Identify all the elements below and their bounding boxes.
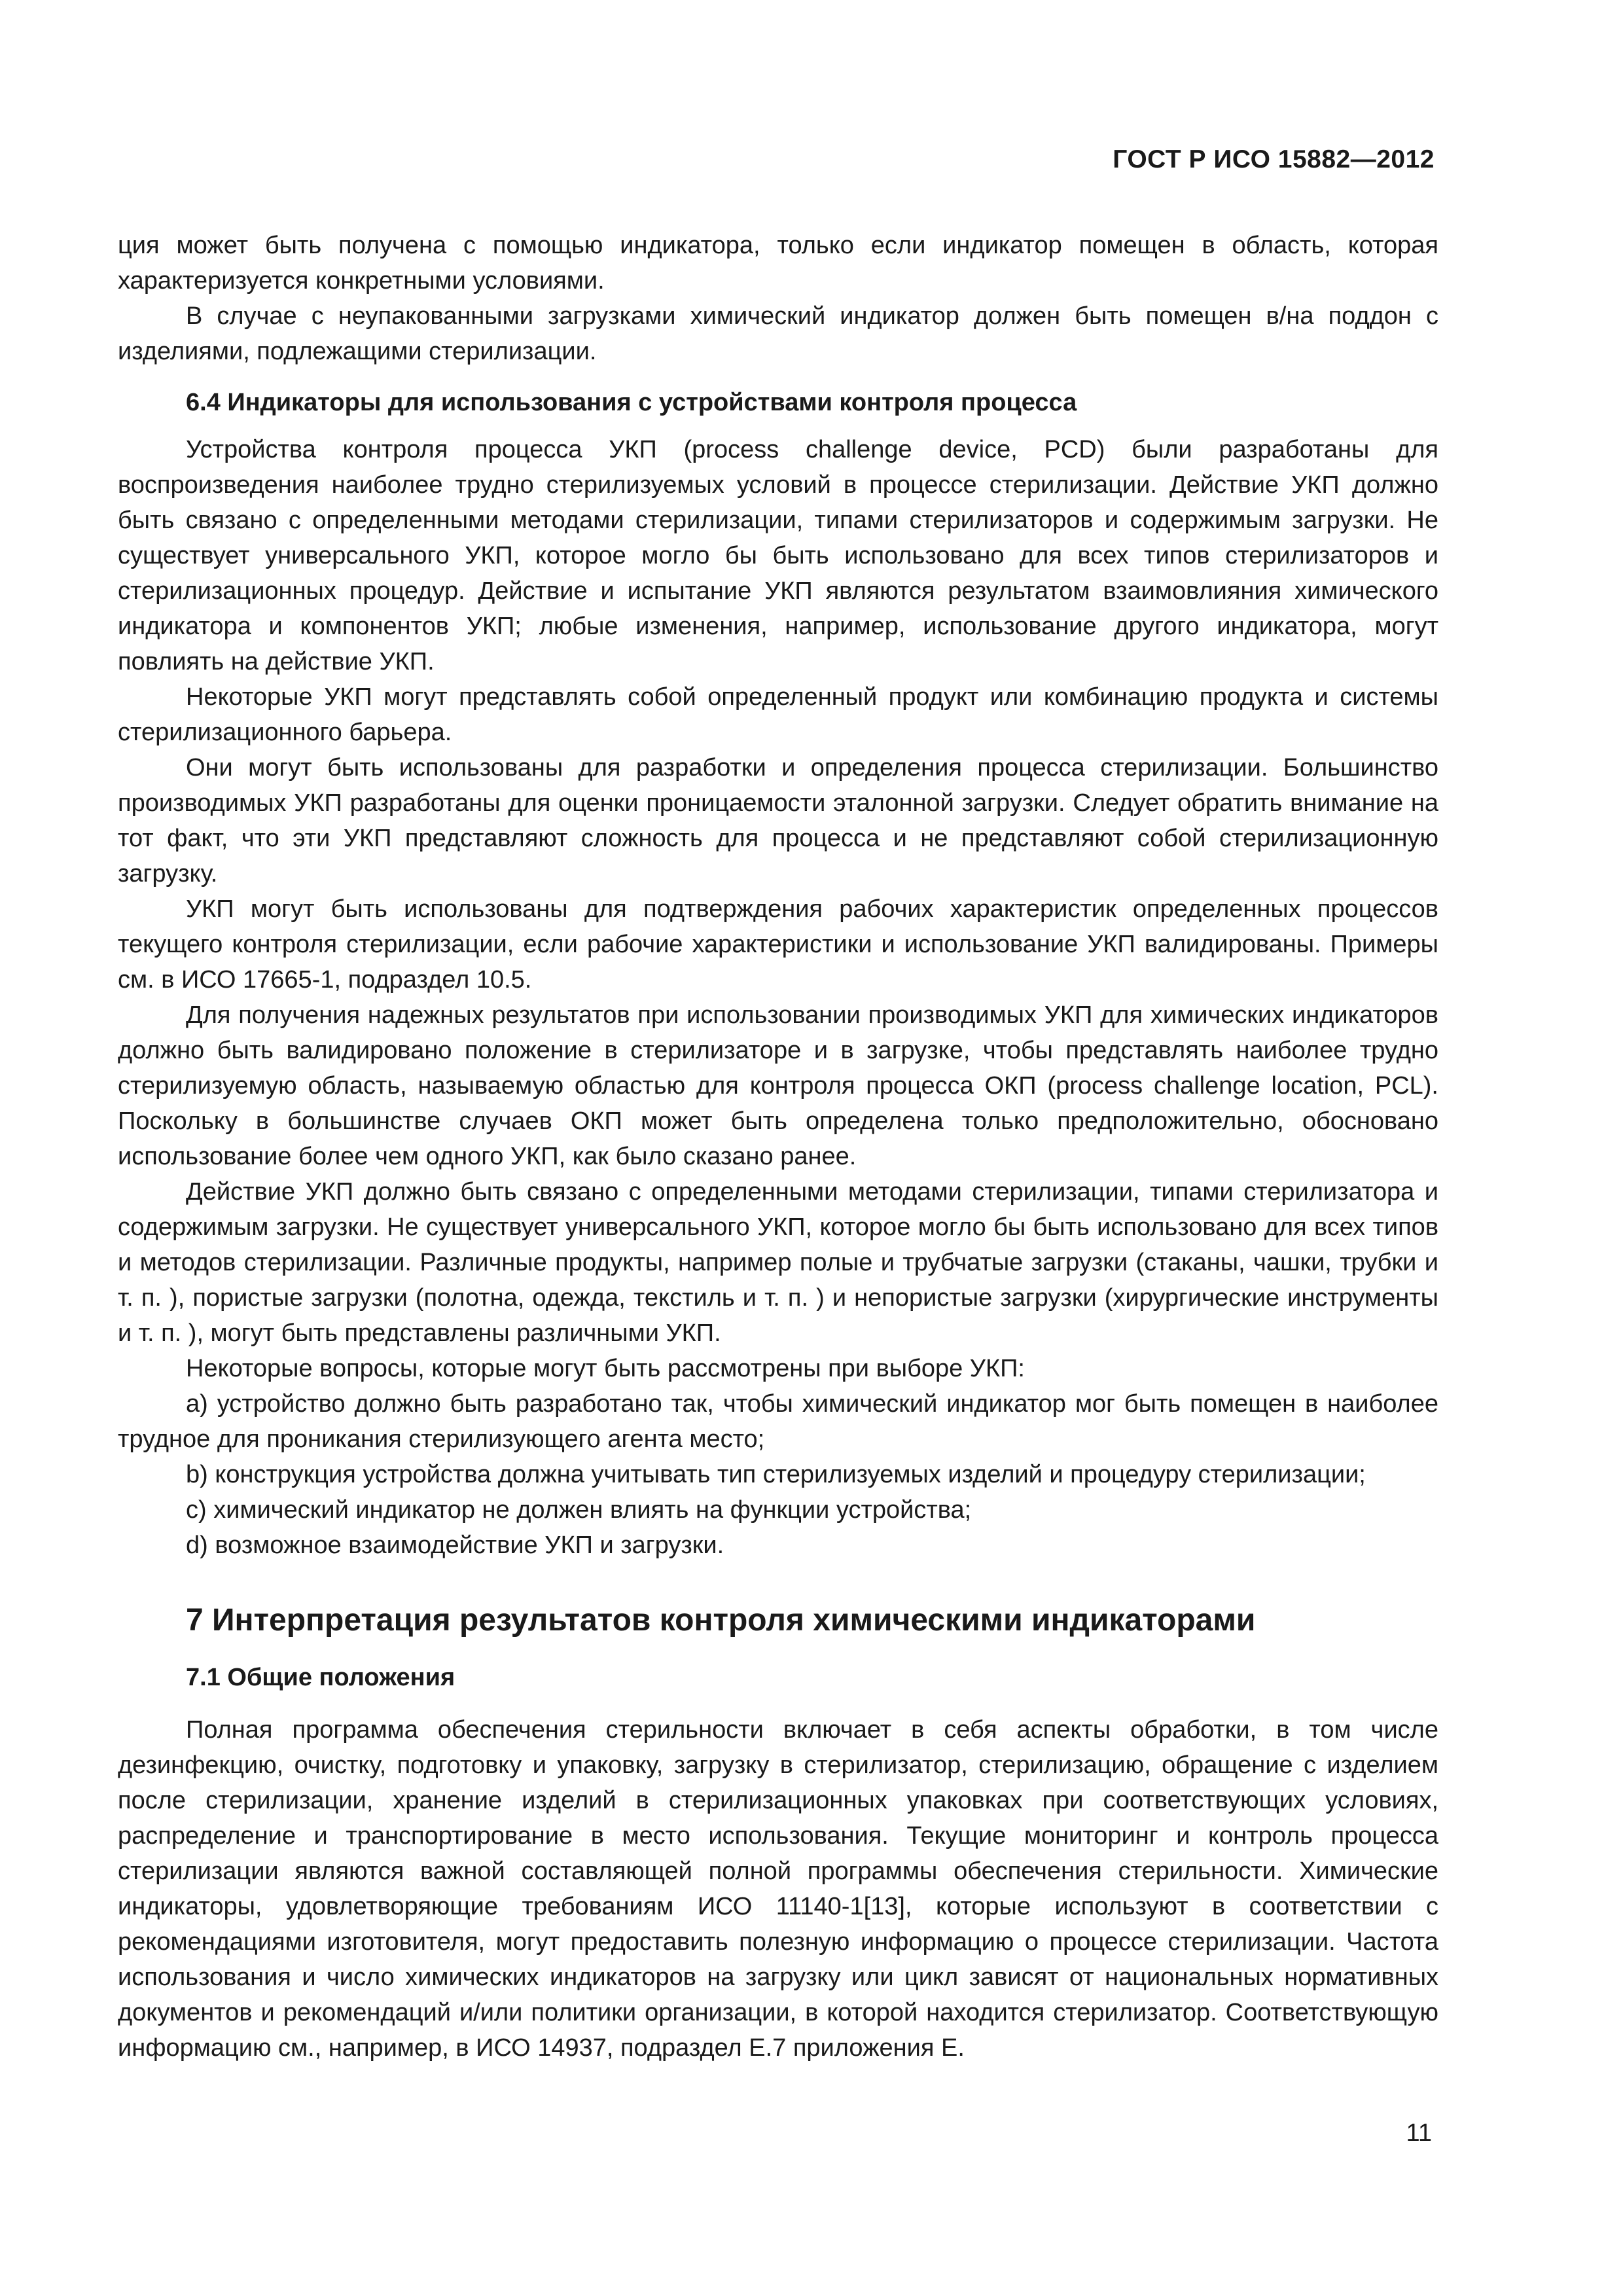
paragraph: Устройства контроля процесса УКП (process challenge device, PCD) были разработаны для воспроизведения наиболее трудно стерилизуемых условий в процессе стерилизации. Действие УКП должно быть связано с определенными методами стерилизации, типами стерилизаторов и содержимым загрузки. Не существует универсального УКП, которое могло бы быть использовано для всех типов стерилизаторов и стерилизационных процедур. Действие и испытание УКП являются результатом взаимовлияния химического индикатора и компонентов УКП; любые изменения, например, использование другого индикатора, могут повлиять на действие УКП.	[118, 436, 1438, 675]
paragraph: В случае с неупакованными загрузками химический индикатор должен быть помещен в/на поддон с изделиями, подлежащими стерилизации.	[118, 302, 1438, 365]
section-heading-6-4: 6.4 Индикаторы для использования с устройствами контроля процесса	[186, 389, 1077, 416]
list-item-c: c) химический индикатор не должен влиять на функции устройства;	[186, 1496, 972, 1524]
page-content	[118, 228, 1438, 2066]
paragraph: Некоторые вопросы, которые могут быть рассмотрены при выборе УКП:	[186, 1355, 1025, 1382]
list-item-d: d) возможное взаимодействие УКП и загрузки.	[186, 1532, 724, 1559]
paragraph: Они могут быть использованы для разработки и определения процесса стерилизации. Большинство производимых УКП разработаны для оценки проницаемости эталонной загрузки. Следует обратить внимание на тот факт, что эти УКП представляют сложность для процесса и не представляют собой стерилизационную загрузку.	[118, 754, 1438, 888]
paragraph: Некоторые УКП могут представлять собой определенный продукт или комбинацию продукта и системы стерилизационного барьера.	[118, 683, 1438, 746]
list-item-b: b) конструкция устройства должна учитывать тип стерилизуемых изделий и процедуру стерилизации;	[186, 1461, 1366, 1488]
continuation-paragraph: ция может быть получена с помощью индикатора, только если индикатор помещен в область, которая характеризуется конкретными условиями.	[118, 232, 1438, 295]
paragraph: Полная программа обеспечения стерильности включает в себя аспекты обработки, в том числе дезинфекцию, очистку, подготовку и упаковку, загрузку в стерилизатор, стерилизацию, обращение с изделием после стерилизации, хранение изделий в стерилизационных упаковках при соответствующих условиях, распределение и транспортирование в место использования. Текущие мониторинг и контроль процесса стерилизации являются важной составляющей полной программы обеспечения стерильности. Химические индикаторы, удовлетворяющие требованиям ИСО 11140-1[13], которые используют в соответствии с рекомендациями изготовителя, могут предоставить полезную информацию о процессе стерилизации. Частота использования и число химических индикаторов на загрузку или цикл зависят от национальных нормативных документов и рекомендаций и/или политики организации, в которой находится стерилизатор. Соответствующую информацию см., например, в ИСО 14937, подраздел Е.7 приложения Е.	[118, 1716, 1438, 2062]
page-number: 11	[1406, 2119, 1432, 2147]
section-heading-7-1: 7.1 Общие положения	[186, 1664, 455, 1691]
paragraph: Действие УКП должно быть связано с определенными методами стерилизации, типами стерилизатора и содержимым загрузки. Не существует универсального УКП, которое могло бы быть использовано для всех типов и методов стерилизации. Различные продукты, например полые и трубчатые загрузки (стаканы, чашки, трубки и т. п. ), пористые загрузки (полотна, одежда, текстиль и т. п. ) и непористые загрузки (хирургические инструменты и т. п. ), могут быть представлены различными УКП.	[118, 1178, 1438, 1347]
standard-code-header: ГОСТ Р ИСО 15882—2012	[1113, 145, 1435, 173]
paragraph: Для получения надежных результатов при использовании производимых УКП для химических индикаторов должно быть валидировано положение в стерилизаторе и в загрузке, чтобы представлять наиболее трудно стерилизуемую область, называемую областью для контроля процесса ОКП (process challenge location, PCL). Поскольку в большинстве случаев ОКП может быть определена только предположительно, обосновано использование более чем одного УКП, как было сказано ранее.	[118, 1001, 1438, 1170]
paragraph: УКП могут быть использованы для подтверждения рабочих характеристик определенных процессов текущего контроля стерилизации, если рабочие характеристики и использование УКП валидированы. Примеры см. в ИСО 17665-1, подраздел 10.5.	[118, 895, 1438, 994]
section-heading-7: 7 Интерпретация результатов контроля химическими индикаторами	[186, 1603, 1256, 1638]
list-item-a: a) устройство должно быть разработано так, чтобы химический индикатор мог быть помещен в наиболее трудное для проникания стерилизующего агента место;	[118, 1390, 1438, 1453]
